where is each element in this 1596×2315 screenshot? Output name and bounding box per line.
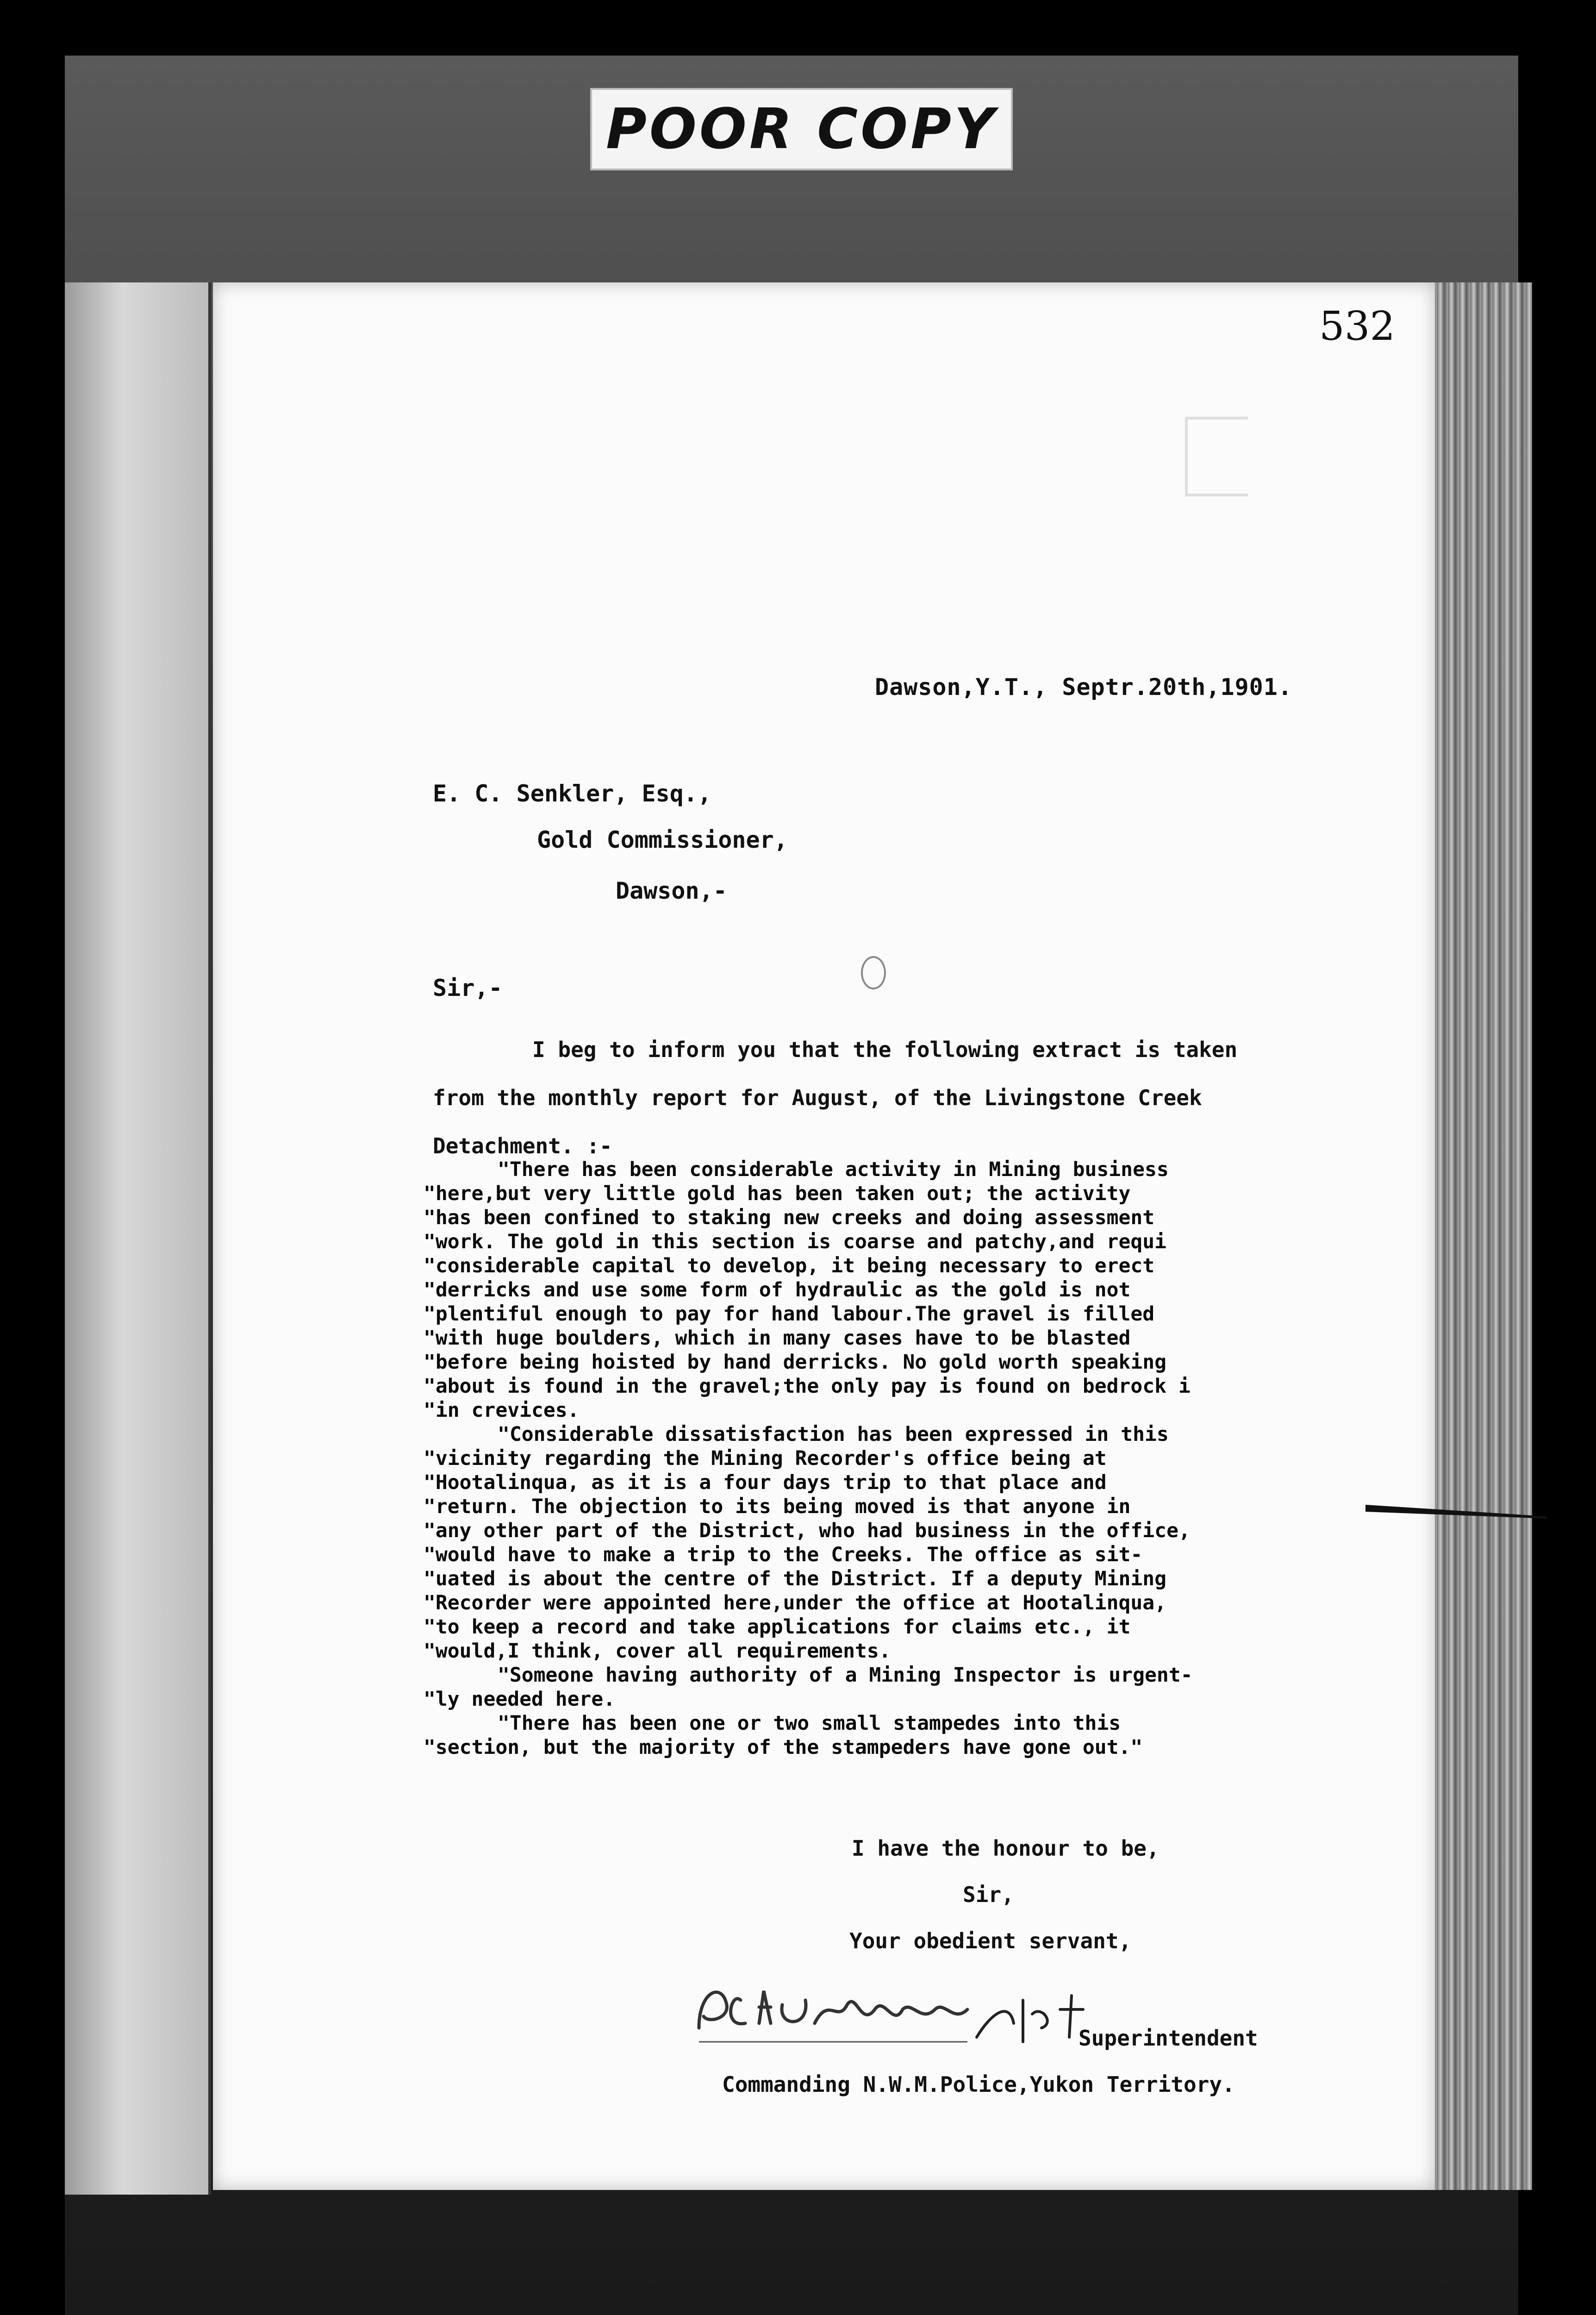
quote-line: "return. The objection to its being moved is that anyone in — [424, 1495, 1131, 1518]
punch-mark — [861, 956, 886, 989]
closing-line: Sir, — [963, 1882, 1014, 1907]
faint-stamp-mark — [1185, 417, 1248, 496]
date-line: Dawson,Y.T., Septr.20th,1901. — [875, 674, 1292, 701]
quote-line: "section, but the majority of the stampeders have gone out." — [424, 1736, 1143, 1759]
quote-line: "ly needed here. — [424, 1688, 616, 1711]
report-extract — [424, 1158, 1340, 1759]
quote-line: "about is found in the gravel;the only pay is found on bedrock i — [424, 1375, 1191, 1398]
poor-copy-label: POOR COPY — [590, 88, 1013, 170]
quote-line: "There has been one or two small stampedes into this — [498, 1712, 1121, 1735]
quote-line: "to keep a record and take applications for claims etc., it — [424, 1615, 1131, 1639]
quote-line: "derricks and use some form of hydraulic as the gold is not — [424, 1278, 1131, 1301]
intro-line: I beg to inform you that the following extract is taken — [532, 1037, 1238, 1062]
quote-line: "has been confined to staking new creeks and doing assessment — [424, 1206, 1155, 1229]
facing-page-edge — [65, 282, 211, 2195]
addressee-name: E. C. Senkler, Esq., — [433, 780, 712, 807]
quote-line: "work. The gold in this section is coarse and patchy,and requi — [424, 1230, 1167, 1253]
quote-line: "uated is about the centre of the District. If a deputy Mining — [424, 1567, 1167, 1590]
pen-pointer — [1365, 1495, 1551, 1523]
quote-line: "in crevices. — [424, 1399, 580, 1422]
quote-line: "considerable capital to develop, it being necessary to erect — [424, 1254, 1155, 1277]
quote-line: "Considerable dissatisfaction has been expressed in this — [498, 1423, 1169, 1446]
signature-title: Superintendent — [1079, 2026, 1258, 2051]
closing-line: Your obedient servant, — [849, 1928, 1132, 1953]
quote-line: "There has been considerable activity in Mining business — [498, 1158, 1169, 1181]
quote-line: "would have to make a trip to the Creeks. The office as sit- — [424, 1543, 1143, 1566]
quote-line: "would,I think, cover all requirements. — [424, 1639, 891, 1663]
quote-line: "before being hoisted by hand derricks. No gold worth speaking — [424, 1351, 1167, 1374]
quote-line: "Someone having authority of a Mining Inspector is urgent- — [498, 1664, 1193, 1687]
quote-line: "with huge boulders, which in many cases have to be blasted — [424, 1326, 1131, 1350]
intro-line: Detachment. :- — [433, 1133, 612, 1158]
quote-line: "plentiful enough to pay for hand labour.The gravel is filled — [424, 1302, 1155, 1326]
quote-line: "Hootalinqua, as it is a four days trip to that place and — [424, 1471, 1107, 1494]
handwritten-signature — [690, 1972, 1097, 2051]
salutation: Sir,- — [433, 975, 503, 1001]
intro-line: from the monthly report for August, of the Livingstone Creek — [433, 1085, 1202, 1110]
page-number: 532 — [1319, 303, 1396, 350]
quote-line: "any other part of the District, who had business in the office, — [424, 1519, 1191, 1542]
addressee-place: Dawson,- — [616, 877, 727, 904]
closing-line: I have the honour to be, — [852, 1836, 1160, 1861]
quote-line: "vicinity regarding the Mining Recorder's office being at — [424, 1447, 1107, 1470]
ledger-page-edges — [1426, 282, 1532, 2190]
quote-line: "Recorder were appointed here,under the office at Hootalinqua, — [424, 1591, 1167, 1614]
signature-command: Commanding N.W.M.Police,Yukon Territory. — [722, 2072, 1235, 2097]
intro-paragraph — [433, 1026, 1349, 1170]
addressee-title: Gold Commissioner, — [537, 826, 788, 853]
quote-line: "here,but very little gold has been taken out; the activity — [424, 1182, 1131, 1205]
